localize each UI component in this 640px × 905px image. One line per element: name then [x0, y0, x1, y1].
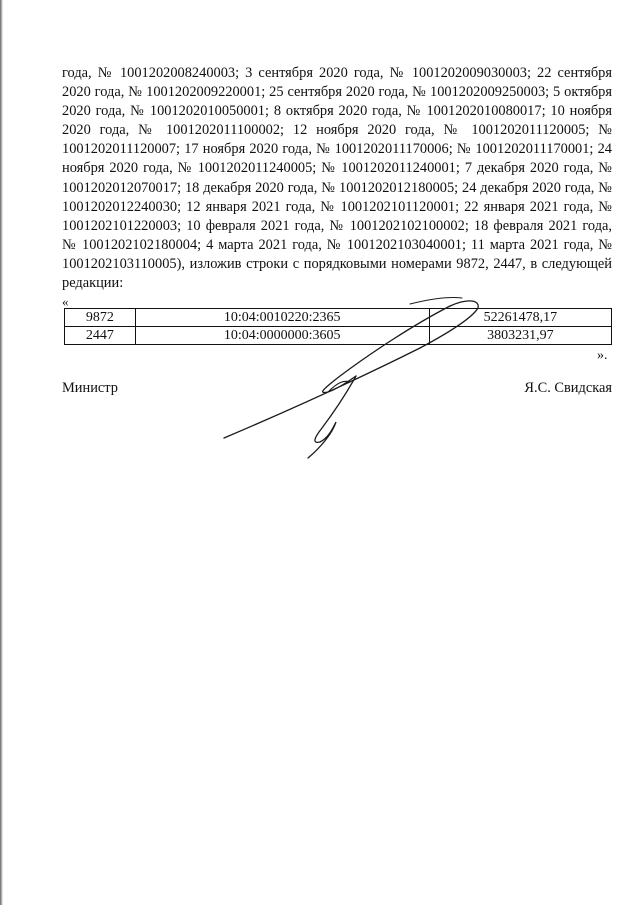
opening-quote-mark: « — [62, 294, 69, 309]
handwritten-signature — [210, 290, 500, 470]
closing-quote-mark: ». — [597, 348, 608, 363]
cadastral-value-cell: 52261478,17 — [429, 309, 611, 327]
cadastral-number-cell: 10:04:0010220:2365 — [135, 309, 429, 327]
row-number-cell: 2447 — [65, 327, 136, 345]
cadastral-number-cell: 10:04:0000000:3605 — [135, 327, 429, 345]
row-number-cell: 9872 — [65, 309, 136, 327]
signatory-name: Я.С. Свидская — [524, 380, 612, 396]
cadastral-value-cell: 3803231,97 — [429, 327, 611, 345]
page-edge-shadow — [0, 0, 3, 905]
signatory-title: Министр — [62, 380, 118, 396]
body-paragraph: года, № 1001202008240003; 3 сентября 2020 года, № 1001202009030003; 22 сентября 2020 года, № 1001202009220001; 25 сентября 2020 года, № 1001202009250003; 5 октября 2020 года, № 1001202010050001; 8 октября 2020 года, № 1001202010080017; 10 ноября 2020 года, № 1001202011100002; 12 ноября 2020 года, № 1001202011120005; № 1001202011120007; 17 ноября 2020 года, № 1001202011170006; № 1001202011170001; 24 ноября 2020 года, № 1001202011240005; № 1001202011240001; 7 декабря 2020 года, № 1001202012070017; 18 декабря 2020 года, № 1001202012180005; 24 декабря 2020 года, № 1001202012240030; 12 января 2021 года, № 1001202101120001; 22 января 2021 года, № 1001202101220003; 10 февраля 2021 года, № 1001202102100002; 18 февраля 2021 года, № 1001202102180004; 4 марта 2021 года, № 1001202103040001; 11 марта 2021 года, № 1001202103110005), изложив строки с порядковыми номерами 9872, 2447, в следующей редакции: — [62, 65, 612, 292]
